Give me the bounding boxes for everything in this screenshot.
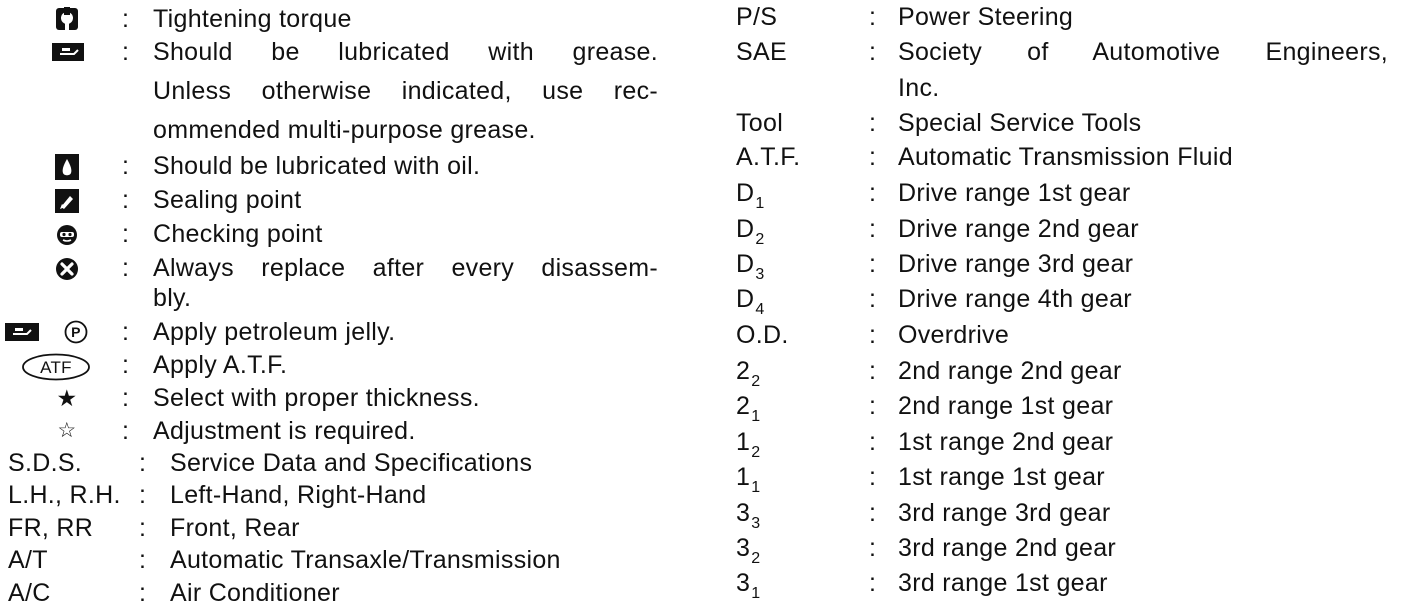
abbreviation-definition: Drive range 3rd gear	[898, 250, 1134, 278]
petroleum-jelly-icon	[4, 323, 40, 341]
separator-colon: :	[869, 357, 877, 385]
torque-wrench-icon	[53, 6, 81, 32]
abbreviation-term: SAE	[736, 38, 787, 66]
separator-colon: :	[122, 351, 130, 379]
abbreviation-definition: 2nd range 1st gear	[898, 392, 1114, 420]
abbreviation-term	[736, 284, 765, 318]
outline-star-icon: ☆	[57, 419, 77, 442]
term-subscript: 3	[755, 266, 765, 283]
symbol-description: Should be lubricated with oil.	[153, 152, 481, 180]
separator-colon: :	[869, 534, 877, 562]
abbreviation-definition: 1st range 2nd gear	[898, 428, 1114, 456]
separator-colon: :	[869, 179, 877, 207]
abbreviation-term	[736, 427, 760, 461]
abbreviation-definition: Drive range 2nd gear	[898, 215, 1139, 243]
filled-star-icon: ★	[56, 385, 78, 411]
term-base: 3	[736, 569, 751, 597]
abbreviation-definition: 3rd range 1st gear	[898, 569, 1108, 597]
symbol-description: Adjustment is required.	[153, 417, 416, 445]
oil-can-icon	[54, 154, 80, 180]
abbreviation-term	[736, 214, 765, 248]
term-subscript: 2	[755, 231, 765, 248]
term-base: 3	[736, 499, 751, 527]
abbreviation-term	[736, 249, 765, 283]
separator-colon: :	[122, 417, 130, 445]
checking-face-icon	[54, 222, 80, 248]
separator-colon: :	[869, 143, 877, 171]
abbreviation-term: Tool	[736, 109, 784, 137]
separator-colon: :	[122, 186, 130, 214]
separator-colon: :	[869, 109, 877, 137]
abbreviation-term: P/S	[736, 3, 778, 31]
p-circle-label: P	[71, 324, 81, 340]
term-subscript: 4	[755, 301, 765, 318]
separator-colon: :	[869, 38, 877, 66]
term-base: D	[736, 250, 755, 278]
abbreviation-term	[736, 391, 760, 425]
term-base: 3	[736, 534, 751, 562]
separator-colon: :	[122, 318, 130, 346]
separator-colon: :	[139, 579, 147, 607]
abbreviation-definition: Overdrive	[898, 321, 1010, 349]
abbreviation-definition: Left-Hand, Right-Hand	[170, 481, 427, 509]
separator-colon: :	[122, 5, 130, 33]
separator-colon: :	[122, 254, 130, 282]
abbreviation-term	[736, 533, 760, 567]
atf-oval-label: ATF	[40, 358, 72, 377]
separator-colon: :	[869, 392, 877, 420]
symbol-description: Tightening torque	[153, 5, 352, 33]
abbreviation-term	[736, 568, 760, 602]
symbol-description-line: bly.	[153, 284, 192, 312]
separator-colon: :	[869, 250, 877, 278]
symbol-description: Select with proper thickness.	[153, 384, 480, 412]
term-subscript: 1	[751, 585, 761, 602]
abbreviation-definition: Service Data and Specifications	[170, 449, 533, 477]
abbreviation-definition: 3rd range 2nd gear	[898, 534, 1117, 562]
symbol-description-line: Unless otherwise indicated, use rec-	[153, 77, 658, 105]
symbol-description-line: ommended multi-purpose grease.	[153, 116, 536, 144]
abbreviation-definition: Special Service Tools	[898, 109, 1142, 137]
abbreviation-definition: Drive range 4th gear	[898, 285, 1132, 313]
symbol-description-line: Should be lubricated with grease.	[153, 38, 658, 66]
term-subscript: 1	[751, 479, 761, 496]
abbreviation-term	[736, 462, 760, 496]
abbreviation-definition: Front, Rear	[170, 514, 300, 542]
separator-colon: :	[122, 384, 130, 412]
separator-colon: :	[869, 463, 877, 491]
symbol-description: Apply A.T.F.	[153, 351, 288, 379]
symbol-description: Sealing point	[153, 186, 302, 214]
separator-colon: :	[139, 481, 147, 509]
abbreviation-term: A.T.F.	[736, 143, 801, 171]
symbol-description: Apply petroleum jelly.	[153, 318, 396, 346]
abbreviation-definition-line: Society of Automotive Engineers,	[898, 38, 1388, 66]
term-subscript: 2	[751, 373, 761, 390]
abbreviation-term: S.D.S.	[8, 449, 83, 477]
sealing-icon	[54, 188, 80, 214]
term-subscript: 2	[751, 550, 761, 567]
term-base: 1	[736, 428, 751, 456]
p-circle-icon	[62, 319, 90, 345]
grease-gun-icon	[52, 43, 84, 61]
separator-colon: :	[869, 215, 877, 243]
abbreviation-term: A/T	[8, 546, 48, 574]
separator-colon: :	[122, 152, 130, 180]
abbreviation-definition: Air Conditioner	[170, 579, 340, 607]
abbreviation-term: FR, RR	[8, 514, 94, 542]
separator-colon: :	[869, 428, 877, 456]
symbol-description-line: Always replace after every disassem-	[153, 254, 658, 282]
separator-colon: :	[139, 546, 147, 574]
abbreviation-definition-line: Inc.	[898, 74, 940, 102]
abbreviation-definition: Automatic Transmission Fluid	[898, 143, 1233, 171]
atf-oval-icon	[20, 353, 92, 381]
term-base: D	[736, 285, 755, 313]
abbreviation-term	[736, 498, 760, 532]
abbreviation-definition: Power Steering	[898, 3, 1074, 31]
term-subscript: 1	[755, 195, 765, 212]
abbreviation-definition: Drive range 1st gear	[898, 179, 1131, 207]
separator-colon: :	[869, 3, 877, 31]
separator-colon: :	[139, 449, 147, 477]
abbreviation-term: L.H., R.H.	[8, 481, 121, 509]
term-subscript: 1	[751, 408, 761, 425]
abbreviation-definition: 3rd range 3rd gear	[898, 499, 1111, 527]
separator-colon: :	[869, 569, 877, 597]
abbreviation-term: O.D.	[736, 321, 789, 349]
separator-colon: :	[122, 38, 130, 66]
separator-colon: :	[869, 499, 877, 527]
symbol-description: Checking point	[153, 220, 323, 248]
separator-colon: :	[869, 285, 877, 313]
abbreviation-definition: 1st range 1st gear	[898, 463, 1105, 491]
separator-colon: :	[139, 514, 147, 542]
abbreviation-definition: 2nd range 2nd gear	[898, 357, 1122, 385]
term-base: 2	[736, 392, 751, 420]
separator-colon: :	[122, 220, 130, 248]
abbreviation-definition: Automatic Transaxle/Transmission	[170, 546, 561, 574]
abbreviation-term	[736, 356, 760, 390]
term-base: D	[736, 215, 755, 243]
abbreviation-term	[736, 178, 765, 212]
term-subscript: 2	[751, 444, 761, 461]
term-base: 2	[736, 357, 751, 385]
abbreviation-term: A/C	[8, 579, 51, 607]
term-base: 1	[736, 463, 751, 491]
separator-colon: :	[869, 321, 877, 349]
term-base: D	[736, 179, 755, 207]
replace-x-icon	[54, 256, 80, 282]
term-subscript: 3	[751, 515, 761, 532]
